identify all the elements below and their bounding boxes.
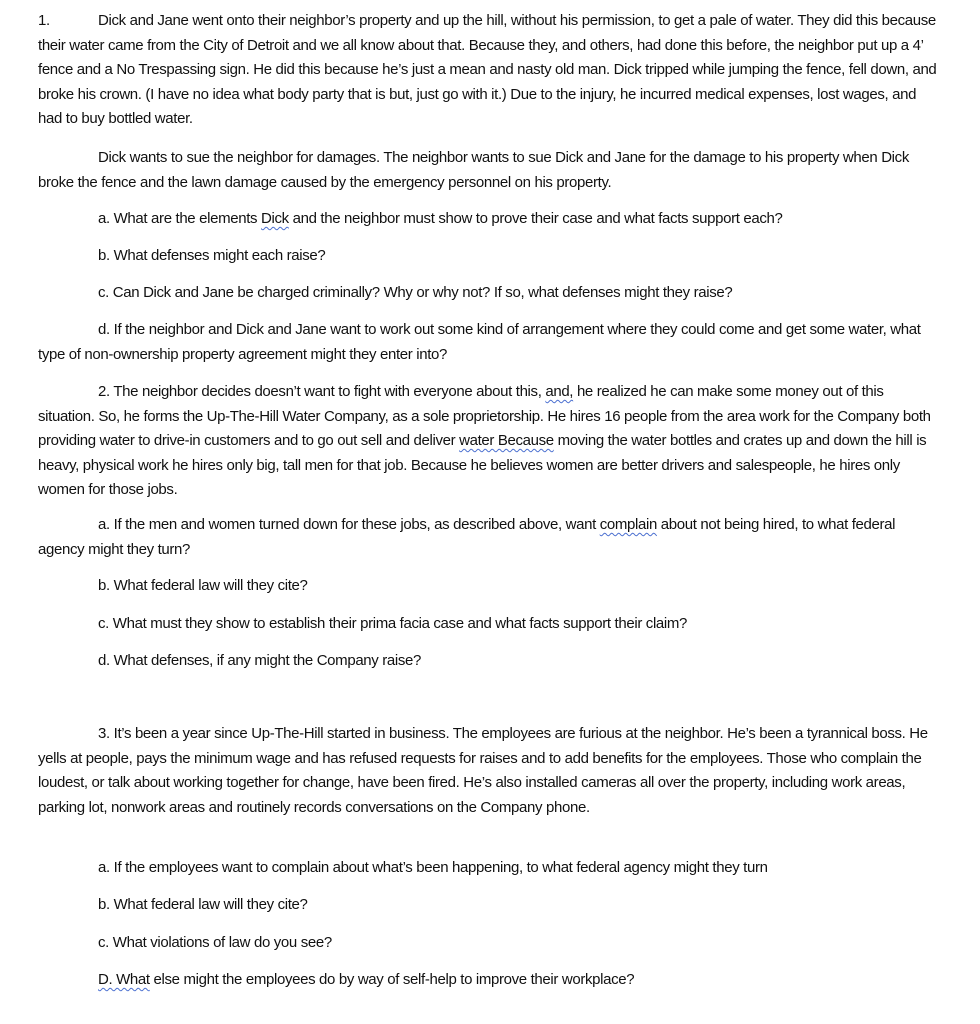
q3-paragraph: 3. It’s been a year since Up-The-Hill started in business. The employees are furious at the neighbor. He’s been a tyrannical boss. He yells at people, pays the minimum wage and has refused requests for raises and to add benefits for the employees. Those who complain the loudest, or talk about working together for change, have been fired. He’s also installed cameras all over the property, including work areas, parking lot, nonwork areas and routinely records conversations on the Company phone.: [38, 725, 928, 816]
q1-question-a: [98, 207, 938, 232]
q2-question-a-text-end: about not being hired, to what federal agency might they turn?: [38, 516, 896, 558]
q1-question-b: b. What defenses might each raise?: [98, 247, 326, 264]
q1-number: 1.: [38, 12, 50, 29]
q1-question-a-flagged-word: Dick: [261, 210, 289, 227]
q3-question-c: c. What violations of law do you see?: [98, 934, 332, 951]
q1-question-a-text-end: and the neighbor must show to prove their case and what facts support each?: [288, 210, 783, 227]
q2-question-a: [38, 513, 938, 562]
q3-question-d: [98, 968, 938, 993]
q2-question-d: d. What defenses, if any might the Company raise?: [98, 652, 422, 669]
q2-flagged-words-water-because: water Because: [459, 432, 554, 449]
q1-paragraph-1-text: Dick and Jane went onto their neighbor’s property and up the hill, without his permission, to get a pale of water. They did this because their water came from the City of Detroit and we all know about that. Because they, and others, had done this before, the neighbor put up a 4’ fence and a No Trespassing sign. He did this because he’s just a mean and nasty old man. Dick tripped while jumping the fence, fell down, and broke his crown. (I have no idea what body party that is but, just go with it.) Due to the injury, he incurred medical expenses, lost wages, and had to buy bottled water.: [38, 12, 937, 127]
q3-question-d-flagged-words: D. What: [98, 971, 150, 988]
q1-question-c: c. Can Dick and Jane be charged criminally? Why or why not? If so, what defenses might they raise?: [98, 284, 733, 301]
q1-question-a-text: a. What are the elements: [98, 210, 262, 227]
q3-question-d-text: else might the employees do by way of self-help to improve their workplace?: [149, 971, 635, 988]
q2-flagged-word-and: and,: [545, 383, 574, 400]
q1-paragraph-1: [38, 9, 938, 132]
q2-paragraph-text-end: moving the water bottles and crates up and down the hill is heavy, physical work he hires only big, tall men for that job. Because he believes women are better drivers and salespeople, he hires only women for those jobs.: [38, 432, 927, 498]
q2-question-a-text: a. If the men and women turned down for these jobs, as described above, want: [98, 516, 600, 533]
q2-question-a-flagged-word: complain: [599, 516, 657, 533]
q2-paragraph: [38, 380, 938, 503]
q3-question-a: a. If the employees want to complain about what’s been happening, to what federal agency might they turn: [98, 859, 768, 876]
q3-question-b: b. What federal law will they cite?: [98, 896, 308, 913]
q1-question-d: d. If the neighbor and Dick and Jane want to work out some kind of arrangement where they could come and get some water, what type of non-ownership property agreement might they enter into?: [38, 321, 921, 363]
q2-paragraph-text-start: 2. The neighbor decides doesn’t want to fight with everyone about this,: [98, 383, 546, 400]
q2-question-c: c. What must they show to establish their prima facia case and what facts support their claim?: [98, 615, 688, 632]
q2-paragraph-text-middle: he realized he can make some money out of this situation. So, he forms the Up-The-Hill Water Company, as a sole proprietorship. He hires 16 people from the area work for the Company both providing water to drive-in customers and to go out sell and deliver: [38, 383, 931, 449]
q2-question-b: b. What federal law will they cite?: [98, 577, 308, 594]
q1-paragraph-2: Dick wants to sue the neighbor for damages. The neighbor wants to sue Dick and Jane for the damage to his property when Dick broke the fence and the lawn damage caused by the emergency personnel on his property.: [38, 149, 909, 191]
